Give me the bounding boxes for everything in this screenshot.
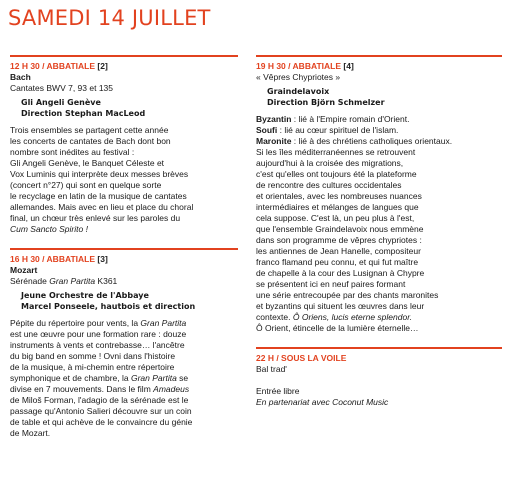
definition: Byzantin : lié à l'Empire romain d'Orient.	[256, 114, 410, 124]
event-card-mozart	[10, 248, 238, 439]
event-time-venue: 12 H 30 / ABBATIALE [2]	[10, 61, 108, 71]
event-time-venue: 19 H 30 / ABBATIALE [4]	[256, 61, 354, 71]
entry-info: Entrée libre	[256, 386, 300, 396]
concert-number: [3]	[97, 254, 108, 264]
event-description: Byzantin : lié à l'Empire romain d'Orient. Soufi : lié au cœur spirituel de l'islam. Maronite : lié à des chrétiens catholiques orientaux. Si les îles méditerranéennes se retrouvent aujourd'hui à la croisée des migrations, c'est qu'elles ont toujours été la plateforme de rencontre des cultures occidentales et orientales, avec les nombreuses nuances intermédiaires et mélanges de langues que cela suppose. C'est là, un peu plus à l'est, que l'ensemble Graindelavoix nous emmène dans son programme de vêpres chypriotes : les antiennes de Jean Hanelle, compositeur franco flamand peu connu, et qui fut maître de chapelle à la cour des Lusignan à Chypre se présentent ici en neuf paires formant une série entrecoupée par des chants maronites et byzantins qui situent les œuvres dans leur contexte. Ô Oriens, lucis eterne splendor. Ô Orient, étincelle de la lumière éternelle…	[256, 114, 502, 334]
definition: Maronite : lié à des chrétiens catholiques orientaux.	[256, 136, 453, 146]
concert-number: [4]	[343, 61, 354, 71]
event-description: Trois ensembles se partagent cette année les concerts de cantates de Bach dont bon nombre sont inédites au festival : Gli Angeli Genève, le Banquet Céleste et Vox Luminis qui interprète deux messes brèves (concert n°27) qui sont en quelque sorte le recyclage en latin de la musique de cantates allemandes. Mais avec en lieu et place du choral final, un chœur très enlevé sur les paroles du Cum Sancto Spirito !	[10, 125, 194, 234]
performer: Graindelavoix	[267, 87, 330, 96]
work-title: « Vêpres Chypriotes »	[256, 72, 341, 82]
event-time-venue: 22 H / SOUS LA VOILE	[256, 353, 347, 363]
event-card-bal	[256, 347, 502, 408]
performer: Gli Angeli Genève	[21, 98, 101, 107]
section-divider	[10, 55, 238, 57]
performer: Direction Björn Schmelzer	[267, 97, 385, 107]
work-title: Bal trad'	[256, 364, 287, 374]
event-card-vepres	[256, 55, 502, 334]
event-card-bach	[10, 55, 238, 235]
page-title: SAMEDI 14 JUILLET	[8, 6, 211, 30]
work-title: Cantates BWV 7, 93 et 135	[10, 83, 114, 93]
composer: Mozart	[10, 265, 38, 275]
right-column	[256, 55, 502, 408]
section-divider	[10, 248, 238, 250]
section-divider	[256, 55, 502, 57]
composer: Bach	[10, 72, 31, 82]
performer: Direction Stephan MacLeod	[21, 108, 146, 118]
concert-number: [2]	[97, 61, 108, 71]
event-description: Pépite du répertoire pour vents, la Gran Partita est une œuvre pour une formation rare : douze instruments à vents et contrebasse… l'ancêtre du big band en somme ! Ovni dans l'histoire de la musique, à mi-chemin entre répertoire symphonique et de chambre, la Gran Partita se divise en 7 mouvements. Dans le film Amadeus de Miloš Forman, l'adagio de la sérénade est le passage qu'Antonio Salieri découvre sur un coin de table et qui achève de le convaincre du génie de Mozart.	[10, 318, 193, 438]
performer: Marcel Ponseele, hautbois et direction	[21, 301, 196, 311]
work-title: Sérénade Gran Partita K361	[10, 276, 118, 286]
event-time-venue: 16 H 30 / ABBATIALE [3]	[10, 254, 108, 264]
section-divider	[256, 347, 502, 349]
definition: Soufi : lié au cœur spirituel de l'islam.	[256, 125, 399, 135]
performer: Jeune Orchestre de l'Abbaye	[21, 291, 149, 300]
left-column	[10, 55, 238, 439]
partner-info: En partenariat avec Coconut Music	[256, 397, 389, 407]
